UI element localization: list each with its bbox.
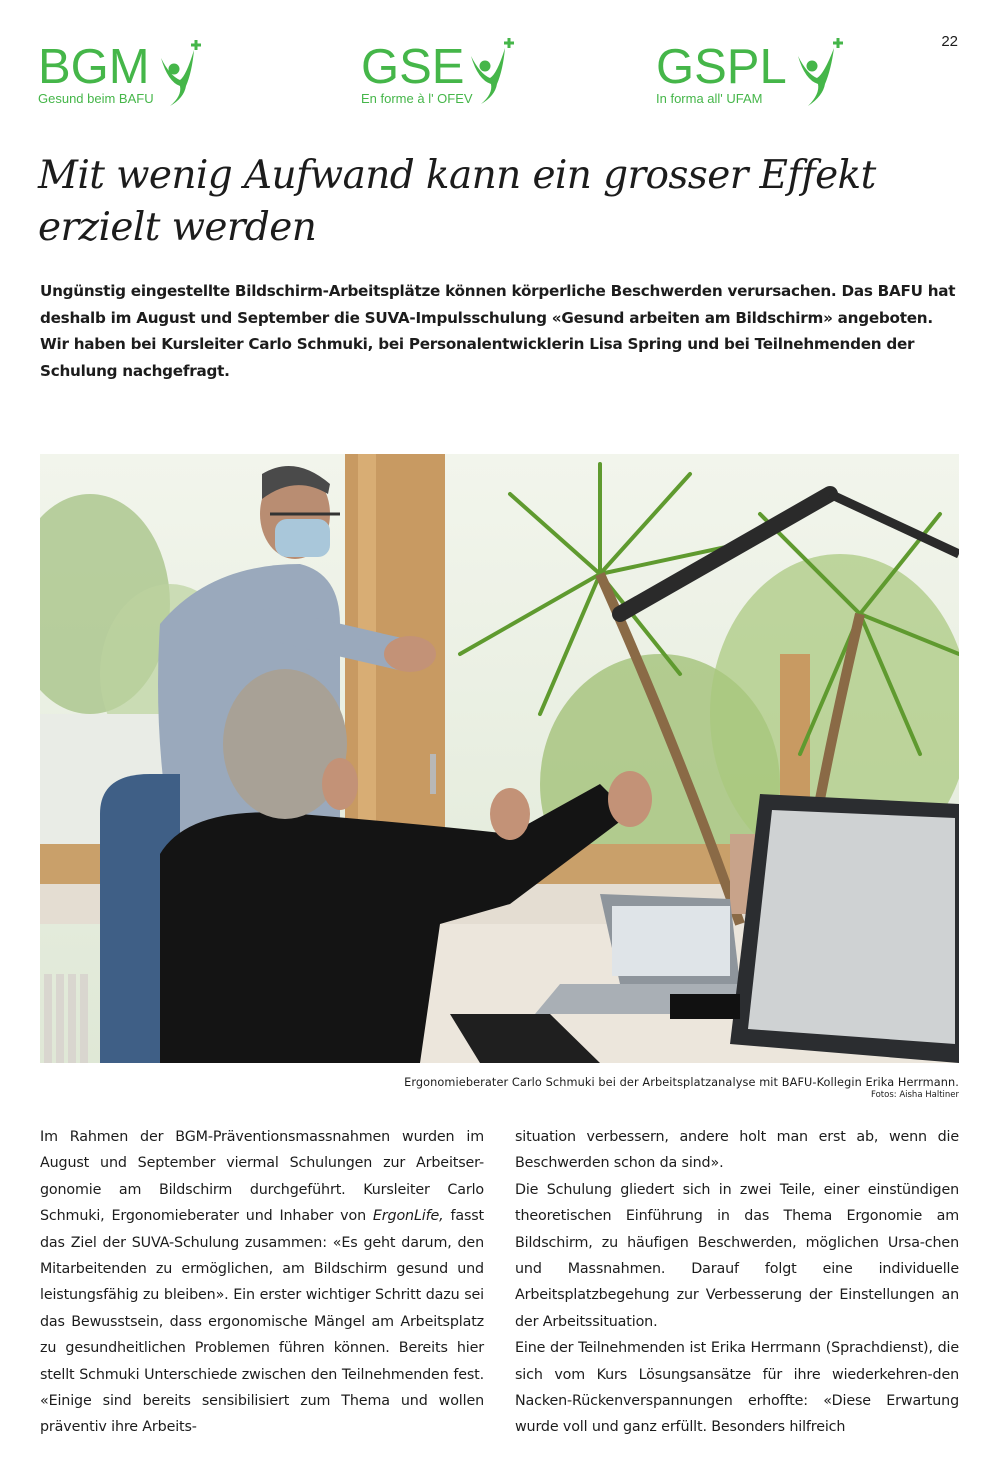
body-paragraph: situation verbessern, andere holt man erst ab, wenn die Beschwerden schon da sind».: [515, 1129, 959, 1172]
logo-bgm-abbr: BGM: [38, 40, 150, 94]
body-column-right: [515, 1124, 959, 1441]
logo-gse-subtitle: En forme à l' OFEV: [361, 91, 473, 106]
logo-bgm-subtitle: Gesund beim BAFU: [38, 91, 154, 106]
body-paragraph: Die Schulung gliedert sich in zwei Teile, einer einstündigen theoretischen Einführung in das Thema Ergonomie am Bildschirm, zu häufigen Beschwerden, möglichen Ursa-chen und Massnahmen. Darauf folgt eine individuelle Arbeitsplatzbegehung zur Verbesserung der Einstellungen an der Arbeitssituation.: [515, 1181, 959, 1330]
body-paragraph: Eine der Teilnehmenden ist Erika Herrmann (Sprachdienst), die sich vom Kurs Lösungsansätze für ihre wiederkehren-den Nacken-Rückenverspannungen erhoffte: «Diese Erwartung wurde voll und ganz erfüllt. Besonders hilfreich: [515, 1340, 959, 1436]
article-photo: [40, 454, 959, 1063]
figure-plus-icon: [788, 36, 843, 111]
body-text: fasst das Ziel der SUVA-Schulung zusammen: «Es geht darum, den Mitarbeitenden zu ermöglichen, am Bildschirm gesund und leistungsfähig zu bleiben». Ein erster wichtiger Schritt dazu sei das Bewusstsein, dass ergonomische Mängel am Arbeitsplatz zu gesundheitlichen Problemen führen können. Bereits hier stellt Schmuki Unterschiede zwischen den Teilnehmenden fest. «Einige sind bereits sensibilisiert zum Thema und wollen präventiv ihre Arbeits-: [40, 1208, 484, 1436]
article-lead: Ungünstig eingestellte Bildschirm-Arbeitsplätze können körperliche Beschwerden verursachen. Das BAFU hat deshalb im August und September die SUVA-Impulsschulung «Gesund arbeiten am Bildschirm» angeboten. Wir haben bei Kursleiter Carlo Schmuki, bei Personalentwicklerin Lisa Spring und bei Teilnehmenden der Schulung nachgefragt.: [40, 282, 956, 380]
article-title-line-2: erzielt werden: [38, 205, 317, 250]
article-title: [38, 150, 938, 254]
photo-caption-text: Ergonomieberater Carlo Schmuki bei der Arbeitsplatzanalyse mit BAFU-Kollegin Erika Herrmann.: [404, 1076, 959, 1089]
body-text-italic: ErgonLife,: [372, 1208, 444, 1225]
body-paragraph: [40, 1124, 484, 1441]
figure-plus-icon: [467, 36, 517, 111]
logo-gspl: [656, 36, 856, 116]
body-text: Im Rahmen der BGM-Präventionsmassnahmen wurden im August und September viermal Schulungen zur Arbeitser-gonomie am Bildschirm durchgeführt. Kursleiter Carlo Schmuki, Ergonomieberater und Inhaber von: [40, 1129, 484, 1225]
photo-caption: [404, 1075, 959, 1101]
logo-gspl-subtitle: In forma all' UFAM: [656, 91, 763, 106]
article-title-line-1: Mit wenig Aufwand kann ein grosser Effekt: [38, 153, 876, 198]
logo-gse-abbr: GSE: [361, 40, 465, 94]
logo-bgm: [38, 36, 218, 116]
page-number: 22: [941, 33, 958, 50]
logo-gse: [361, 36, 531, 116]
photo-credit: Fotos: Aisha Haltiner: [871, 1090, 959, 1100]
logo-gspl-abbr: GSPL: [656, 40, 787, 94]
body-column-left: [40, 1124, 484, 1441]
figure-plus-icon: [158, 36, 208, 111]
